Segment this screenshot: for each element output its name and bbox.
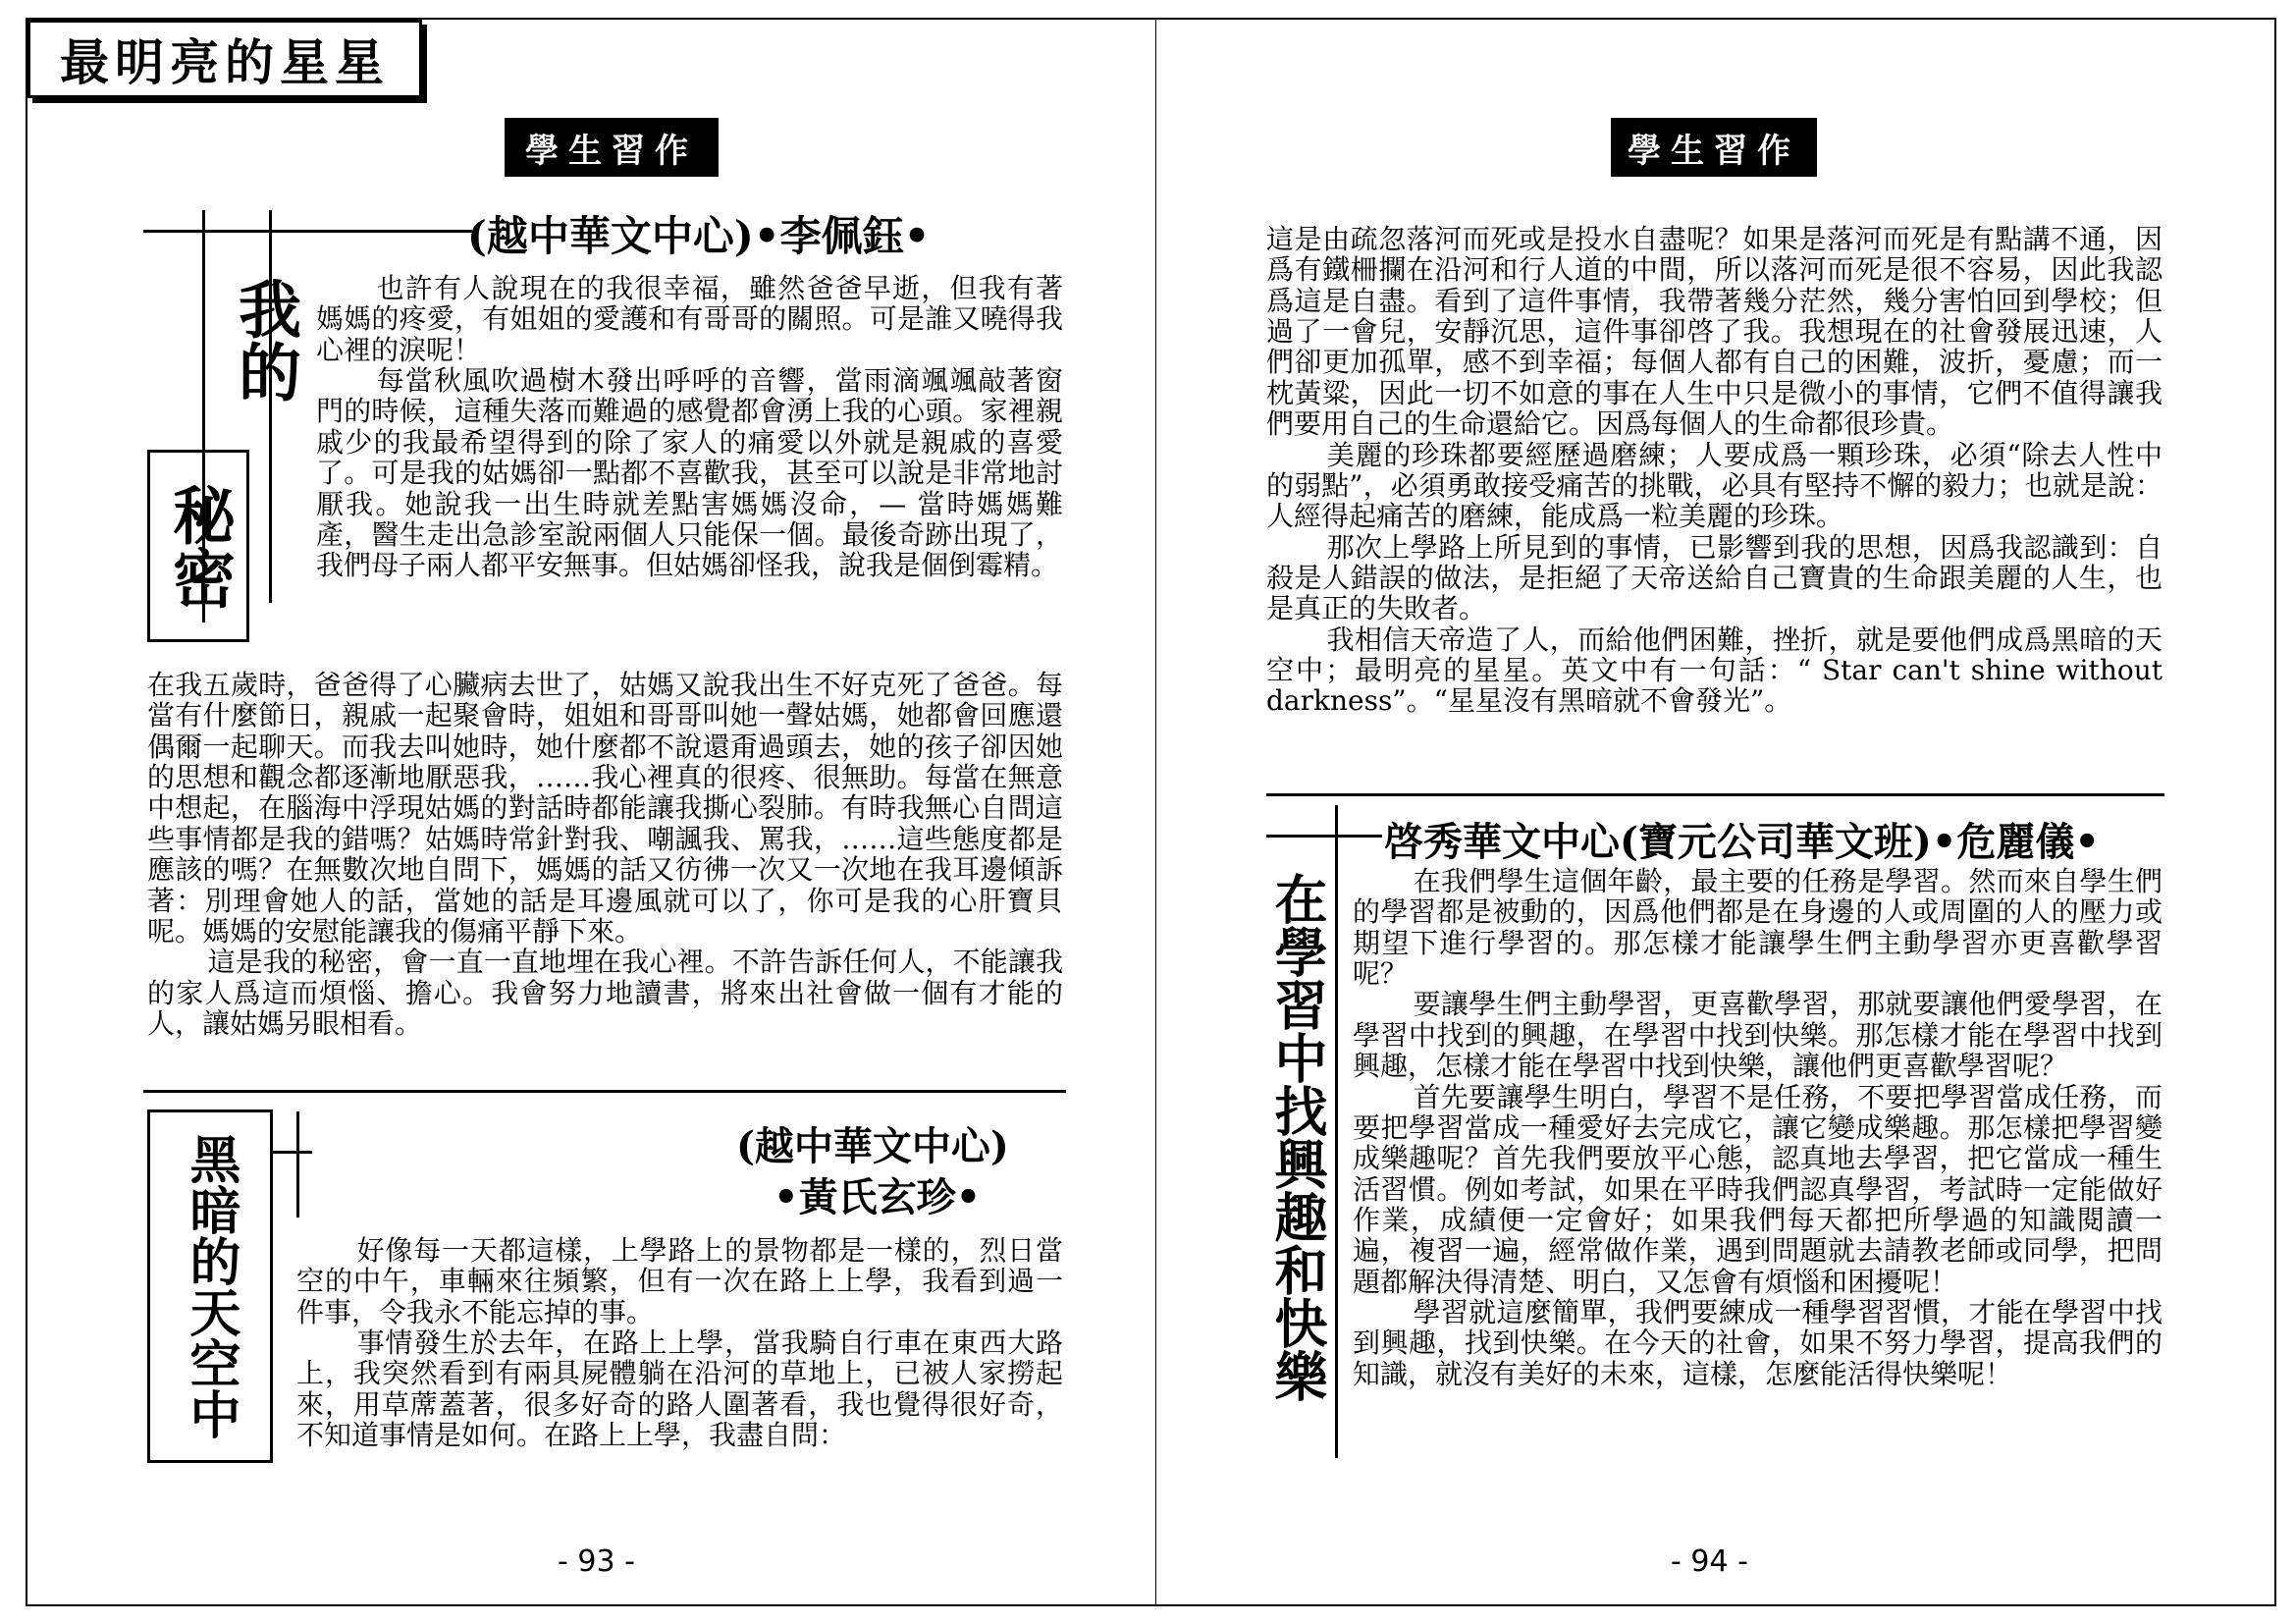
paragraph: 我相信天帝造了人，而給他們困難，挫折，就是要他們成爲黑暗的天空中；最明亮的星星。英文中有一句話：“ Star can't shine without darkness”。“星星沒有黑暗就不會發光”。 xyxy=(1266,623,2163,718)
article-title-1b: 秘密 xyxy=(147,450,249,642)
paragraph: 那次上學路上所見到的事情，已影響到我的思想，因爲我認識到：自殺是人錯誤的做法，是拒絕了天帝送給自己寶貴的生命跟美麗的人生，也是真正的失敗者。 xyxy=(1266,530,2163,625)
article-body-1b xyxy=(147,670,1063,1039)
article-title-2: 最明亮的星星 xyxy=(27,20,422,98)
article-body-2 xyxy=(296,1235,1063,1451)
paragraph: 每當秋風吹過樹木發出呼呼的音響，當雨滴颯颯敲著窗門的時候，這種失落而難過的感覺都會湧上我的心頭。家裡親戚少的我最希望得到的除了家人的痛愛以外就是親戚的喜愛了。可是我的姑媽卻一點都不喜歡我，甚至可以說是非常地討厭我。她說我一出生時就差點害媽媽沒命，— 當時媽媽難產，醫生走出急診室說兩個人只能保一個。最後奇跡出現了，我們母子兩人都平安無事。但姑媽卻怪我，說我是個倒霉精。 xyxy=(316,364,1063,582)
paragraph: 這是由疏忽落河而死或是投水自盡呢？如果是落河而死是有點講不通，因爲有鐵柵攔在沿河和行人道的中間，所以落河而死是很不容易，因此我認爲這是自盡。看到了這件事情，我帶著幾分茫然，幾分害怕回到學校；但過了一會兒，安靜沉思，這件事卻啓了我。我想現在的社會發展迅速，人們卻更加孤單，感不到幸福；每個人都有自己的困難，波折，憂慮；而一枕黃粱，因此一切不如意的事在人生中只是微小的事情，它們不值得讓我們要用自己的生命還給它。因爲每個人的生命都很珍貴。 xyxy=(1266,223,2163,441)
article-continuation xyxy=(1266,224,2163,717)
paragraph: 好像每一天都這樣，上學路上的景物都是一樣的，烈日當空的中午，車輛來往頻繁，但有一次在路上上學，我看到過一件事，令我永不能忘掉的事。 xyxy=(296,1234,1063,1328)
article-side-title-2: 黑暗的天空中 xyxy=(147,1110,273,1463)
article-title-1a: 我的 xyxy=(228,277,300,403)
divider-line xyxy=(1266,835,1382,838)
paragraph: 在我們學生這個年齡，最主要的任務是學習。然而來自學生們的學習都是被動的，因爲他們都是在身邊的人或周圍的人的壓力或期望下進行學習的。那怎樣才能讓學生們主動學習亦更喜歡學習呢？ xyxy=(1353,865,2163,991)
section-divider xyxy=(143,1090,1066,1093)
paragraph: 美麗的珍珠都要經歷過磨練；人要成爲一顆珍珠，必須“除去人性中的弱點”，必須勇敢接受痛苦的挑戰，必具有堅持不懈的毅力；也就是說：人經得起痛苦的磨練，能成爲一粒美麗的珍珠。 xyxy=(1266,438,2163,533)
page-number: - 94 - xyxy=(1671,1544,1748,1579)
right-page xyxy=(1155,18,2276,1606)
article-byline-2a: (越中華文中心) xyxy=(736,1123,1009,1169)
paragraph: 這是我的秘密，會一直一直地埋在我心裡。不許告訴任何人，不能讓我的家人爲這而煩惱、擔心。我會努力地讀書，將來出社會做一個有才能的人，讓姑媽另眼相看。 xyxy=(147,946,1063,1040)
paragraph: 要讓學生們主動學習，更喜歡學習，那就要讓他們愛學習，在學習中找到的興趣，在學習中找到快樂。那怎樣才能在學習中找到興趣，怎樣才能在學習中找到快樂，讓他們更喜歡學習呢？ xyxy=(1353,988,2163,1083)
page-number: - 93 - xyxy=(558,1544,635,1579)
divider-line xyxy=(269,210,272,603)
left-page xyxy=(26,18,1156,1606)
divider-line xyxy=(273,1151,312,1154)
article-byline-3: 啓秀華文中心(寶元公司華文班)•危麗儀• xyxy=(1384,819,2100,865)
section-divider xyxy=(1266,793,2164,796)
article-side-title-3: 在學習中找興趣和快樂 xyxy=(1266,872,1329,1402)
divider-line xyxy=(296,1111,299,1218)
article-body-1a xyxy=(316,273,1063,581)
section-banner: 學生習作 xyxy=(1611,118,1817,177)
paragraph: 首先要讓學生明白，學習不是任務，不要把學習當成任務，而要把學習當成一種愛好去完成它，讓它變成樂趣。那怎樣把學習變成樂趣呢？首先我們要放平心態，認真地去學習，把它當成一種生活習慣。例如考試，如果在平時我們認真學習，考試時一定能做好作業，成績便一定會好；如果我們每天都把所學過的知識閱讀一遍，複習一遍，經常做作業，遇到問題就去請教老師或同學，把問題都解決得清楚、明白，又怎會有煩惱和困擾呢！ xyxy=(1353,1080,2163,1298)
divider-line xyxy=(1335,805,1338,1458)
paragraph: 學習就這麼簡單，我們要練成一種學習習慣，才能在學習中找到興趣，找到快樂。在今天的社會，如果不努力學習，提高我們的知識，就沒有美好的未來，這樣，怎麼能活得快樂呢！ xyxy=(1353,1296,2163,1390)
paragraph: 事情發生於去年，在路上上學，當我騎自行車在東西大路上，我突然看到有兩具屍體躺在沿河的草地上，已被人家撈起來，用草蓆蓋著，很多好奇的路人圍著看，我也覺得很好奇，不知道事情是如何。在路上上學，我盡自問： xyxy=(296,1326,1063,1452)
section-banner: 學生習作 xyxy=(505,118,719,177)
paragraph: 在我五歲時，爸爸得了心臟病去世了，姑媽又說我出生不好克死了爸爸。每當有什麼節日，親戚一起聚會時，姐姐和哥哥叫她一聲姑媽，她都會回應還偶爾一起聊天。而我去叫她時，她什麼都不說還甭過頭去，她的孩子卻因她的思想和觀念都逐漸地厭惡我，……我心裡真的很疼、很無助。每當在無意中想起，在腦海中浮現姑媽的對話時都能讓我撕心裂肺。有時我無心自問這些事情都是我的錯嗎？姑媽時常針對我、嘲諷我、罵我，……這些態度都是應該的嗎？在無數次地自問下，媽媽的話又彷彿一次又一次地在我耳邊傾訴著：別理會她人的話，當她的話是耳邊風就可以了，你可是我的心肝寶貝呢。媽媽的安慰能讓我的傷痛平靜下來。 xyxy=(147,669,1063,947)
article-byline-2b: •黃氏玄珍• xyxy=(774,1174,982,1220)
paragraph: 也許有人說現在的我很幸福，雖然爸爸早逝，但我有著媽媽的疼愛，有姐姐的愛護和有哥哥的關照。可是誰又曉得我心裡的淚呢！ xyxy=(316,272,1063,366)
article-byline-1: (越中華文中心)•李佩鈺• xyxy=(467,212,931,260)
article-body-3 xyxy=(1353,866,2163,1389)
divider-line xyxy=(143,230,472,233)
